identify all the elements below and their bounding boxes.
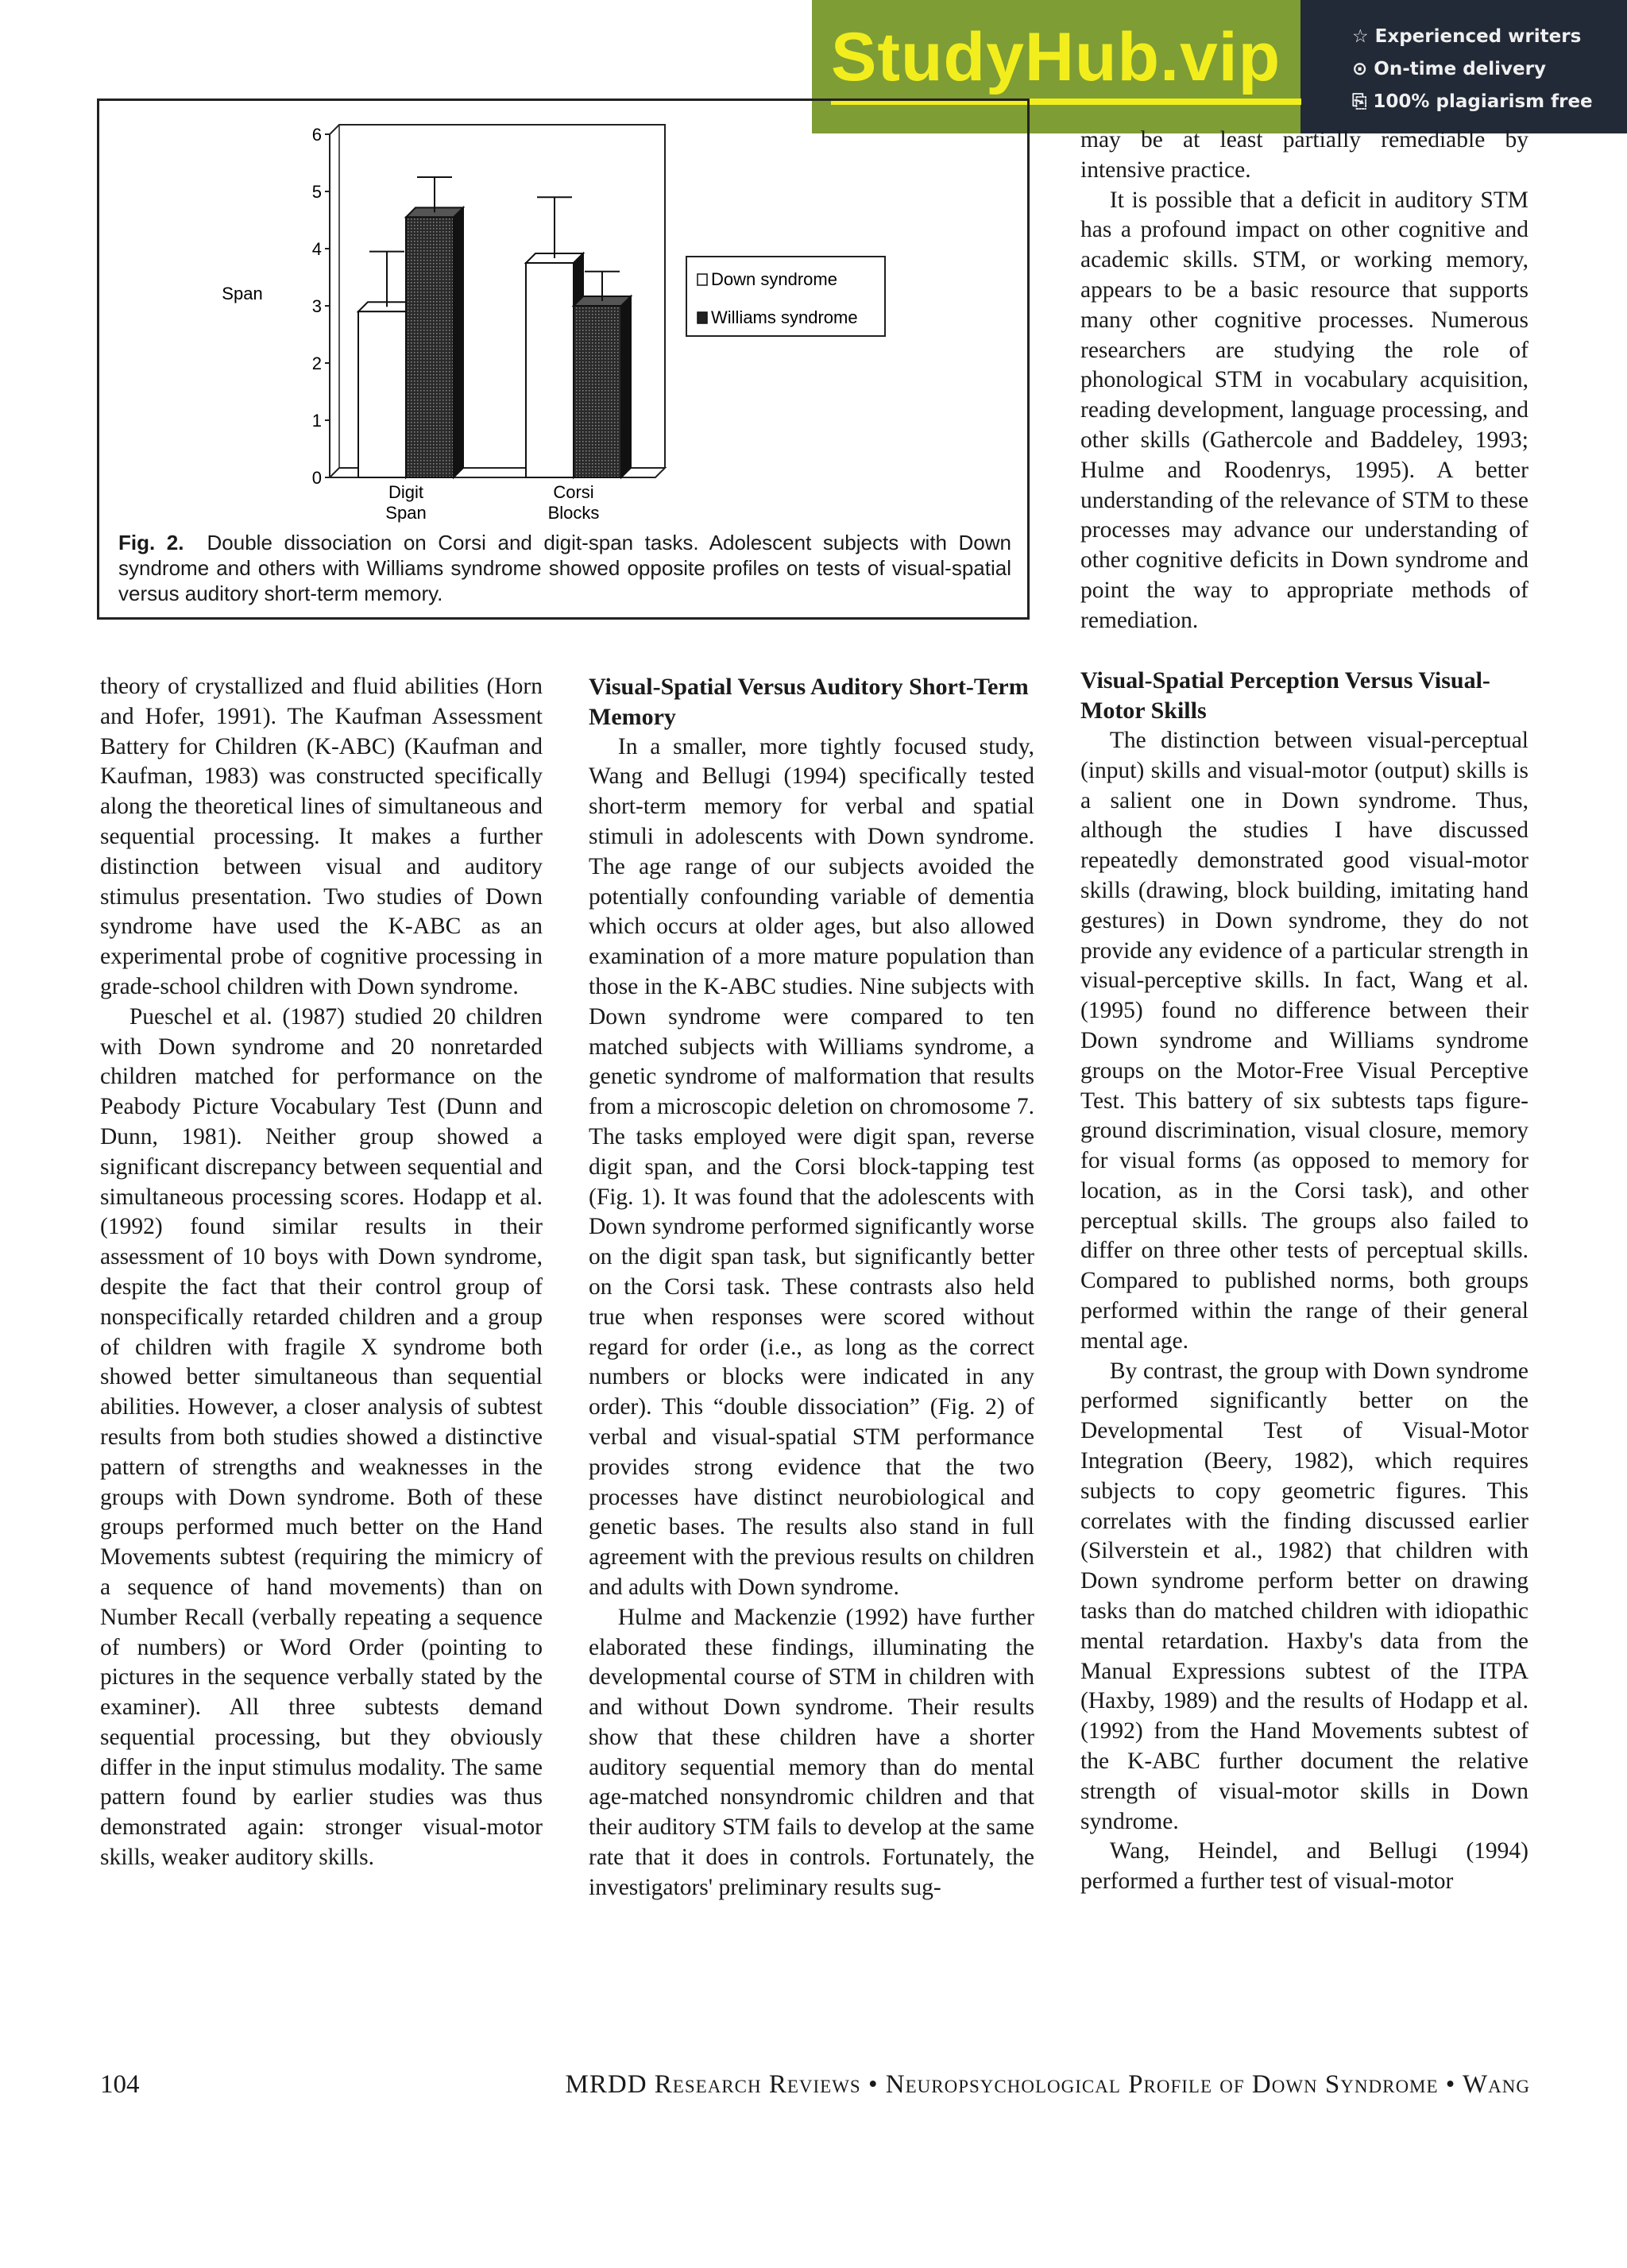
perk-item xyxy=(1352,21,1593,53)
paragraph: The distinction between visual-perceptual (input) skills and visual-motor (output) skills is a salient one in Down syndrome. Thus, although the studies I have discussed repeatedly demonstrated good visual-motor skills (drawing, block building, imitating hand gestures) in Down syndrome, they do not provide any evidence of a particular strength in visual-perceptive skills. In fact, Wang et al. (1995) found no difference between their Down syndrome and Williams syndrome groups on the Motor-Free Visual Perceptive Test. This battery of six subtests taps figure-ground discrimination, visual closure, memory for visual forms (as opposed to memory for location, as in the Corsi task), and other perceptual skills. The groups also failed to differ on three other tests of perceptual skills. Compared to published norms, both groups performed within the range of their general mental age. xyxy=(1080,727,1528,1354)
text-column-3 xyxy=(1080,126,1528,1897)
perk-label: Experienced writers xyxy=(1374,26,1582,47)
x-tick-label: Blocks xyxy=(547,503,600,523)
paragraph: Hulme and Mackenzie (1992) have further elaborated these findings, illuminating the developmental course of STM in children with and without Down syndrome. Their results show that these children have a shorter auditory sequential memory than do mental age-matched nonsyndromic children and that their auditory STM fails to develop at the same rate that it does in controls. Fortunately, the investigators' preliminary results sug- xyxy=(589,1604,1034,1900)
text-column-2 xyxy=(589,672,1034,1903)
paragraph: In a smaller, more tightly focused study, Wang and Bellugi (1994) specifically tested short-term memory for verbal and spatial stimuli in adolescents with Down syndrome. The age range of our subjects avoided the potentially confounding variable of dementia which occurs at older ages, but also allowed examination of a more mature population than those in the K-ABC studies. Nine subjects with Down syndrome were compared to ten matched subjects with Williams syndrome, a genetic syndrome of malformation that results from a microscopic deletion on chromosome 7. The tasks employed were digit span, reverse digit span, and the Corsi block-tapping test (Fig. 1). It was found that the adolescents with Down syndrome performed significantly worse on the digit span task, but significantly better on the Corsi task. These contrasts also held true when responses were scored without regard for order (i.e., as long as the correct numbers or blocks were indicated in any order). This “double dissociation” (Fig. 2) of verbal and visual-spatial STM performance provides strong evidence that the two processes have distinct neurobiological and genetic bases. The results also stand in full agreement with the previous results on children and adults with Down syndrome. xyxy=(589,733,1034,1600)
y-tick-label: 6 xyxy=(311,125,322,145)
perk-item xyxy=(1352,86,1593,118)
figure-caption xyxy=(118,530,1011,606)
studyhub-logo[interactable]: StudyHub.vip xyxy=(831,19,1281,95)
paragraph: By contrast, the group with Down syndrome performed significantly better on the Developmental Test of Visual-Motor Integration (Beery, 1982), which requires subjects to copy geometric figures. This correlates with the finding discussed earlier (Silverstein et al., 1982) that children with Down syndrome perform better on drawing tasks than do matched children with idiopathic mental retardation. Haxby's data from the Manual Expressions subtest of the ITPA (Haxby, 1989) and the results of Hodapp et al. (1992) from the Hand Movements subtest of the K-ABC further document the relative strength of visual-motor skills in Down syndrome. xyxy=(1080,1358,1528,1834)
section-heading: Visual-Spatial Versus Auditory Short-Term Memory xyxy=(589,674,1029,730)
perk-label: On-time delivery xyxy=(1374,59,1546,79)
x-tick-label: Digit xyxy=(388,482,424,502)
section-heading: Visual-Spatial Perception Versus Visual-Motor Skills xyxy=(1080,667,1490,724)
y-tick-label: 3 xyxy=(311,296,322,316)
y-axis-label: Span xyxy=(222,284,263,303)
perk-label: 100% plagiarism free xyxy=(1373,91,1593,112)
paragraph: Wang, Heindel, and Bellugi (1994) performed a further test of visual-motor xyxy=(1080,1838,1528,1895)
y-tick-label: 1 xyxy=(311,411,322,431)
legend-label: Down syndrome xyxy=(711,269,837,289)
legend-swatch xyxy=(698,274,707,285)
paragraph: It is possible that a deficit in auditory STM has a profound impact on other cognitive and academic skills. STM, or working memory, appears to be a basic resource that supports many other cognitive processes. Numerous researchers are studying the role of phonological STM in vocabulary acquisition, reading development, language processing, and other skills (Gathercole and Baddeley, 1993; Hulme and Roodenrys, 1995). A better understanding of the relevance of STM to these processes may advance our understanding of other cognitive deficits in Down syndrome and point the way to appropriate methods of remediation. xyxy=(1080,187,1528,633)
text-column-1 xyxy=(100,672,543,1873)
paragraph: Pueschel et al. (1987) studied 20 children with Down syndrome and 20 nonretarded children matched for performance on the Peabody Picture Vocabulary Test (Dunn and Dunn, 1981). Neither group showed a significant discrepancy between sequential and simultaneous processing scores. Hodapp et al. (1992) found similar results in their assessment of 10 boys with Down syndrome, despite the fact that their control group of nonspecifically retarded children and a group of children with fragile X syndrome both showed better simultaneous than sequential abilities. However, a closer analysis of subtest results from both studies showed a distinctive pattern of strengths and weaknesses in the groups with Down syndrome. Both of these groups performed much better on the Hand Movements subtest (requiring the mimicry of a sequence of hand movements) than on Number Recall (verbally repeating a sequence of numbers) or Word Order (pointing to pictures in the sequence verbally stated by the examiner). All three subtests demand sequential processing, but they obviously differ in the input stimulus modality. The same pattern found by earlier studies was thus demonstrated again: stronger visual-motor skills, weaker auditory skills. xyxy=(100,1003,543,1871)
paragraph: theory of crystallized and fluid abilities (Horn and Hofer, 1991). The Kaufman Assessment Battery for Children (K-ABC) (Kaufman and Kaufman, 1983) was constructed specifically along the theoretical lines of simultaneous and sequential processing. It makes a further distinction between visual and auditory stimulus presentation. Two studies of Down syndrome have used the K-ABC as an experimental probe of cognitive processing in grade-school children with Down syndrome. xyxy=(100,674,543,999)
legend-swatch xyxy=(698,312,707,323)
y-tick-label: 5 xyxy=(311,182,322,202)
legend-label: Williams syndrome xyxy=(711,307,858,327)
bar-side xyxy=(621,296,631,477)
bar-side xyxy=(454,207,463,477)
figure-2 xyxy=(97,99,1030,620)
bar-down-syndrome xyxy=(526,263,574,477)
caption-label: Fig. 2. xyxy=(118,531,184,554)
running-head: MRDD Research Reviews • Neuropsychological Profile of Down Syndrome • Wang xyxy=(565,2070,1530,2099)
bar-williams-syndrome xyxy=(574,306,621,477)
clock-icon: ⊙ xyxy=(1352,59,1368,79)
document-icon: ⎘ xyxy=(1352,91,1367,112)
x-tick-label: Corsi xyxy=(553,482,594,502)
bar-williams-syndrome xyxy=(406,217,454,477)
y-tick-label: 0 xyxy=(311,468,322,488)
paragraph: may be at least partially remediable by intensive practice. xyxy=(1080,127,1528,183)
perk-item xyxy=(1352,53,1593,86)
bar-down-syndrome xyxy=(358,311,406,477)
x-tick-label: Span xyxy=(385,503,427,523)
banner-perks xyxy=(1352,21,1593,118)
caption-text: Double dissociation on Corsi and digit-span tasks. Adolescent subjects with Down syndrome and others with Williams syndrome showed opposite profiles on tests of visual-spatial versus auditory short-term memory. xyxy=(118,531,1012,605)
bar-chart xyxy=(99,101,1029,530)
y-tick-label: 2 xyxy=(311,354,322,373)
page-number: 104 xyxy=(100,2070,140,2099)
star-icon: ☆ xyxy=(1352,26,1369,47)
y-tick-label: 4 xyxy=(311,239,322,259)
